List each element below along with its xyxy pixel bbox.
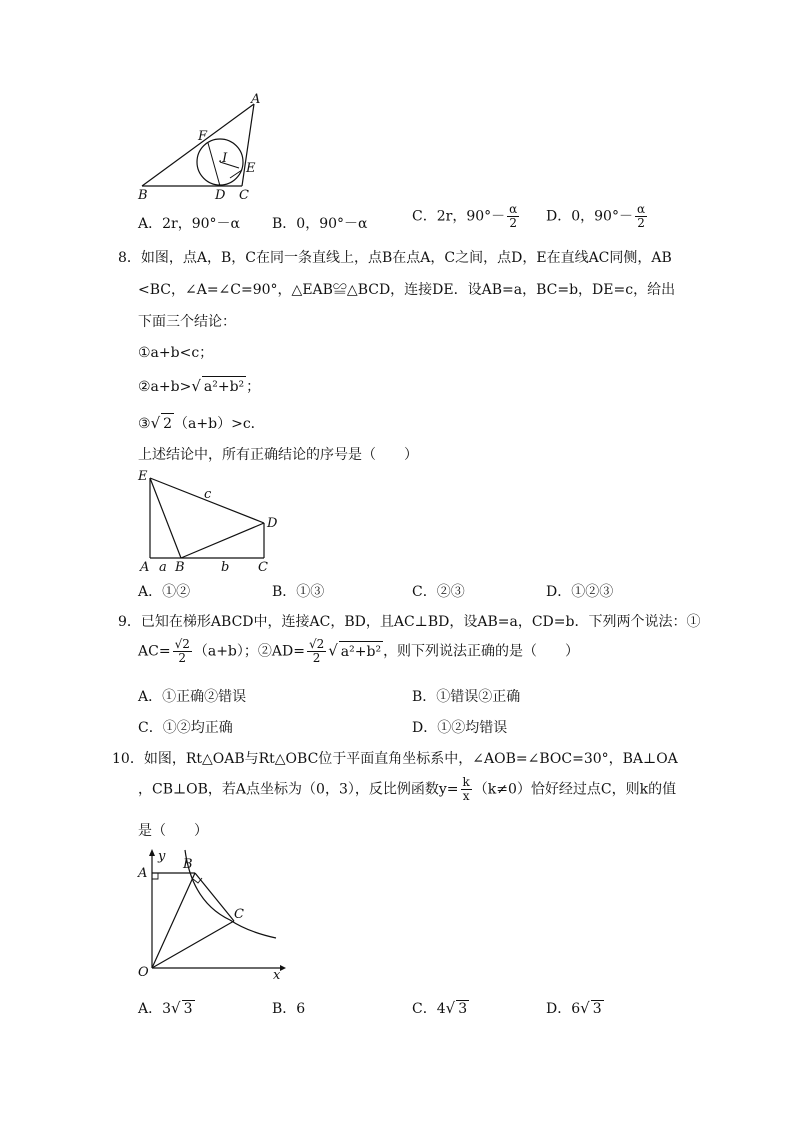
q8-label-C: C bbox=[258, 560, 268, 575]
q7-label-F: F bbox=[198, 129, 208, 144]
q10-fraction: $\frac{k}{x}$ bbox=[462, 775, 470, 803]
q8-option-c[interactable]: C．②③ bbox=[412, 584, 465, 600]
q7-c-fraction: $\frac{\alpha}{2}$ bbox=[509, 202, 518, 230]
q10-figure bbox=[130, 846, 290, 982]
q10-label-O: O bbox=[138, 965, 149, 980]
q10-option-b[interactable]: B．6 bbox=[272, 1001, 306, 1017]
q7-label-D: D bbox=[215, 188, 226, 202]
q10-label-x: x bbox=[273, 968, 281, 982]
q8-conclusion-3: ③√ 2 （a+b）>c． bbox=[138, 414, 265, 432]
q8-stem-line3: 下面三个结论： bbox=[138, 314, 236, 330]
q8-question: 上述结论中，所有正确结论的序号是（ ） bbox=[138, 447, 418, 463]
q8-label-b: b bbox=[221, 560, 230, 575]
q9-option-b[interactable]: B．①错误②正确 bbox=[412, 689, 521, 705]
q9-option-c[interactable]: C．①②均正确 bbox=[138, 720, 233, 736]
q7-option-c[interactable]: C．2r，90°－ $\frac{\alpha}{2}$ bbox=[412, 202, 518, 230]
q9-stem-line1: 9．已知在梯形ABCD中，连接AC，BD，且AC⊥BD，设AB=a，CD=b．下列两个说法：① bbox=[118, 614, 701, 630]
q8-option-b[interactable]: B．①③ bbox=[272, 584, 325, 600]
q8-label-E: E bbox=[138, 469, 148, 484]
q7-label-B: B bbox=[138, 188, 148, 202]
q7-label-C: C bbox=[239, 188, 249, 202]
q8-option-d[interactable]: D．①②③ bbox=[546, 584, 614, 600]
q8-conclusion-1: ①a+b<c； bbox=[138, 345, 214, 361]
q7-figure bbox=[130, 90, 280, 202]
q8-option-a[interactable]: A．①② bbox=[138, 584, 191, 600]
q10-stem-line3: 是（ ） bbox=[138, 823, 208, 839]
q10-option-c[interactable]: C．4√ 3 bbox=[412, 999, 468, 1017]
q8-stem-line2: <BC，∠A=∠C=90°，△EAB≌△BCD，连接DE．设AB=a，BC=b，DE=c，给出 bbox=[138, 282, 676, 298]
q10-stem-line2: ，CB⊥OB，若A点坐标为（0，3），反比例函数y= $\frac{k}{x}$ （k≠0）恰好经过点C，则k的值 bbox=[138, 775, 677, 803]
q7-d-fraction: $\frac{\alpha}{2}$ bbox=[636, 202, 646, 230]
q10-label-A: A bbox=[138, 866, 148, 881]
q7-label-E: E bbox=[246, 161, 256, 176]
q8-label-D: D bbox=[267, 516, 278, 531]
q10-label-C: C bbox=[234, 907, 244, 922]
q9-fraction-2: $\frac{√2}{2}$ bbox=[308, 637, 325, 665]
q7-option-a[interactable]: A．2r，90°－α bbox=[138, 216, 240, 232]
q8-conclusion-2: ②a+b>√ a²+b² ； bbox=[138, 377, 261, 395]
q8-label-a: a bbox=[159, 560, 167, 575]
q7-label-A: A bbox=[251, 92, 261, 107]
q7-label-I: .I bbox=[218, 151, 228, 166]
q8-label-A: A bbox=[140, 560, 150, 575]
q10-stem-line1: 10．如图，Rt△OAB与Rt△OBC位于平面直角坐标系中，∠AOB=∠BOC=30°，BA⊥OA bbox=[112, 751, 678, 767]
q7-option-d[interactable]: D．0，90°－ $\frac{\alpha}{2}$ bbox=[546, 202, 646, 230]
q9-option-d[interactable]: D．①②均错误 bbox=[412, 720, 508, 736]
q7-option-b[interactable]: B．0，90°－α bbox=[272, 216, 368, 232]
q8-label-c: c bbox=[204, 487, 212, 502]
q10-option-d[interactable]: D．6√ 3 bbox=[546, 999, 602, 1017]
q8-stem-line1: 8．如图，点A，B，C在同一条直线上，点B在点A，C之间，点D，E在直线AC同侧，AB bbox=[118, 250, 672, 266]
q8-label-B: B bbox=[175, 560, 185, 575]
q10-label-B: B bbox=[183, 857, 193, 872]
q10-label-y: y bbox=[158, 849, 166, 864]
q9-fraction-1: $\frac{√2}{2}$ bbox=[174, 637, 190, 665]
q8-figure bbox=[130, 466, 290, 578]
q9-option-a[interactable]: A．①正确②错误 bbox=[138, 689, 247, 705]
q9-stem-line2: AC= $\frac{√2}{2}$ （a+b）；②AD= $\frac{√2}{2}$ √ a²+b² ，则下列说法正确的是（ ） bbox=[138, 637, 580, 665]
q10-option-a[interactable]: A．3√ 3 bbox=[138, 999, 193, 1017]
